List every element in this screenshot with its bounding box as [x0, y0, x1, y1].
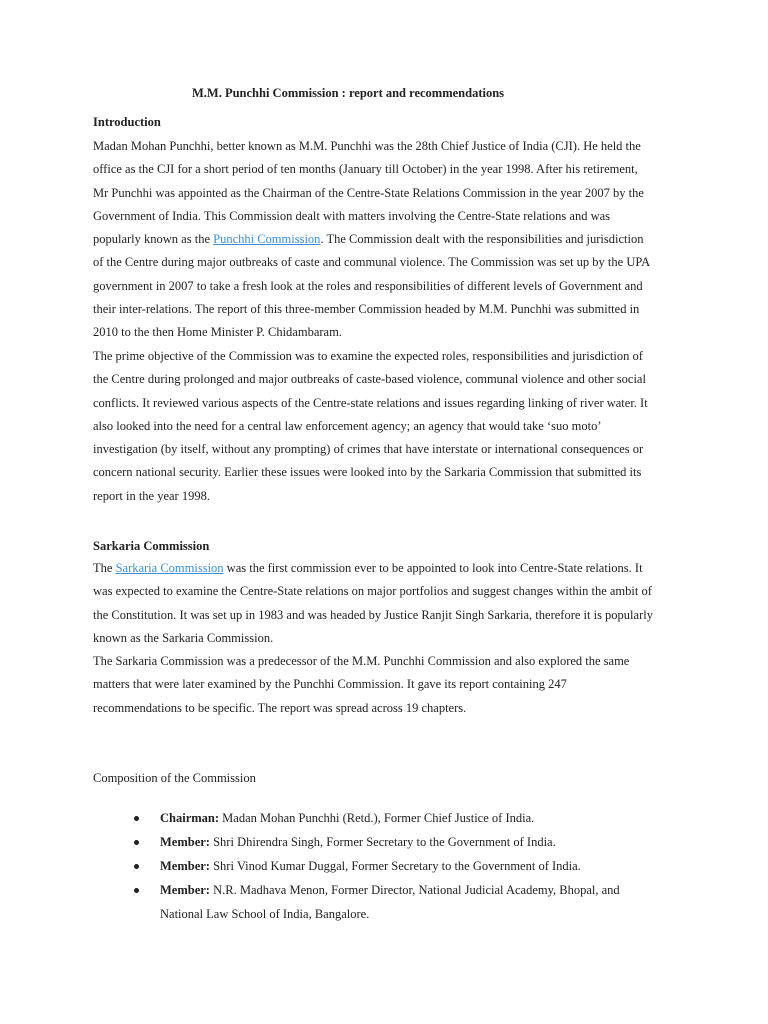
text-fragment: popularly known as the	[93, 232, 214, 247]
text-line	[93, 557, 683, 580]
list-item-text	[160, 855, 581, 878]
introduction-heading: Introduction	[93, 115, 161, 129]
text-line: conflicts. It reviewed various aspects of the Centre-state relations and issues regarding linking of river water. It	[93, 395, 648, 410]
member-details-continued: National Law School of India, Bangalore.	[160, 907, 370, 921]
text-line: report in the year 1998.	[93, 488, 210, 503]
member-details: Shri Vinod Kumar Duggal, Former Secretary to the Government of India.	[209, 859, 581, 873]
text-fragment: was the first commission ever to be appointed to look into Centre-State relations. It	[223, 561, 643, 575]
member-role: Member:	[160, 835, 210, 849]
text-line	[93, 228, 683, 251]
bullet-icon	[134, 888, 139, 893]
member-role: Chairman:	[160, 811, 220, 825]
introduction-paragraph-2	[93, 345, 683, 508]
member-details: N.R. Madhava Menon, Former Director, National Judicial Academy, Bhopal, and	[209, 883, 620, 897]
text-line: Madan Mohan Punchhi, better known as M.M. Punchhi was the 28th Chief Justice of India (CJI). He held the	[93, 139, 641, 153]
list-item-text	[160, 807, 534, 830]
text-line: of the Centre during major outbreaks of caste and communal violence. The Commission was set up by the UPA	[93, 255, 651, 270]
text-line: the Constitution. It was set up in 1983 and was headed by Justice Ranjit Singh Sarkaria, therefore it is popularly	[93, 607, 653, 622]
member-details: Madan Mohan Punchhi (Retd.), Former Chief Justice of India.	[219, 811, 535, 825]
bullet-icon	[134, 816, 139, 821]
bullet-icon	[134, 864, 139, 869]
sarkaria-heading: Sarkaria Commission	[93, 539, 210, 553]
text-line: Government of India. This Commission dealt with matters involving the Centre-State relations and was	[93, 208, 611, 223]
composition-heading: Composition of the Commission	[93, 771, 256, 785]
text-line: office as the CJI for a short period of ten months (January till October) in the year 1998. After his retirement,	[93, 162, 638, 177]
bullet-icon	[134, 840, 139, 845]
sarkaria-paragraph-1	[93, 557, 683, 650]
document-title: M.M. Punchhi Commission : report and recommendations	[192, 86, 505, 100]
text-line: was expected to examine the Centre-State relations on major portfolios and suggest changes within the ambit of	[93, 584, 652, 599]
text-line: 2010 to the then Home Minister P. Chidambaram.	[93, 325, 342, 340]
text-line: the Centre during prolonged and major outbreaks of caste-based violence, communal violence and other social	[93, 372, 646, 387]
text-line: The prime objective of the Commission was to examine the expected roles, responsibilities and jurisdiction of	[93, 349, 643, 363]
text-line: recommendations to be specific. The report was spread across 19 chapters.	[93, 700, 467, 715]
member-role: Member:	[160, 859, 210, 873]
list-item-text	[160, 879, 620, 902]
list-item-text	[160, 831, 556, 854]
member-role: Member:	[160, 883, 210, 897]
text-line: The Sarkaria Commission was a predecessor of the M.M. Punchhi Commission and also explored the same	[93, 654, 630, 668]
text-line: their inter-relations. The report of this three-member Commission headed by M.M. Punchhi was submitted in	[93, 302, 640, 317]
text-fragment: . The Commission dealt with the responsibilities and jurisdiction	[320, 232, 644, 247]
punchhi-commission-link[interactable]: Punchhi Commission	[213, 232, 321, 247]
sarkaria-paragraph-2	[93, 650, 683, 720]
text-fragment: The	[93, 561, 116, 575]
text-line: known as the Sarkaria Commission.	[93, 630, 274, 645]
text-line: matters that were later examined by the Punchhi Commission. It gave its report containing 247	[93, 677, 567, 692]
text-line: concern national security. Earlier these issues were looked into by the Sarkaria Commission that submitted its	[93, 465, 642, 480]
member-details: Shri Dhirendra Singh, Former Secretary to the Government of India.	[209, 835, 556, 849]
text-line: government in 2007 to take a fresh look at the roles and responsibilities of different levels of Government and	[93, 278, 643, 293]
text-line: Mr Punchhi was appointed as the Chairman of the Centre-State Relations Commission in the year 2007 by the	[93, 185, 644, 200]
text-line: also looked into the need for a central law enforcement agency; an agency that would take ‘suo moto’	[93, 418, 602, 433]
introduction-paragraph-1	[93, 135, 683, 345]
text-line: investigation (by itself, without any prompting) of crimes that have interstate or international consequences or	[93, 442, 644, 457]
sarkaria-commission-link[interactable]: Sarkaria Commission	[115, 561, 224, 575]
